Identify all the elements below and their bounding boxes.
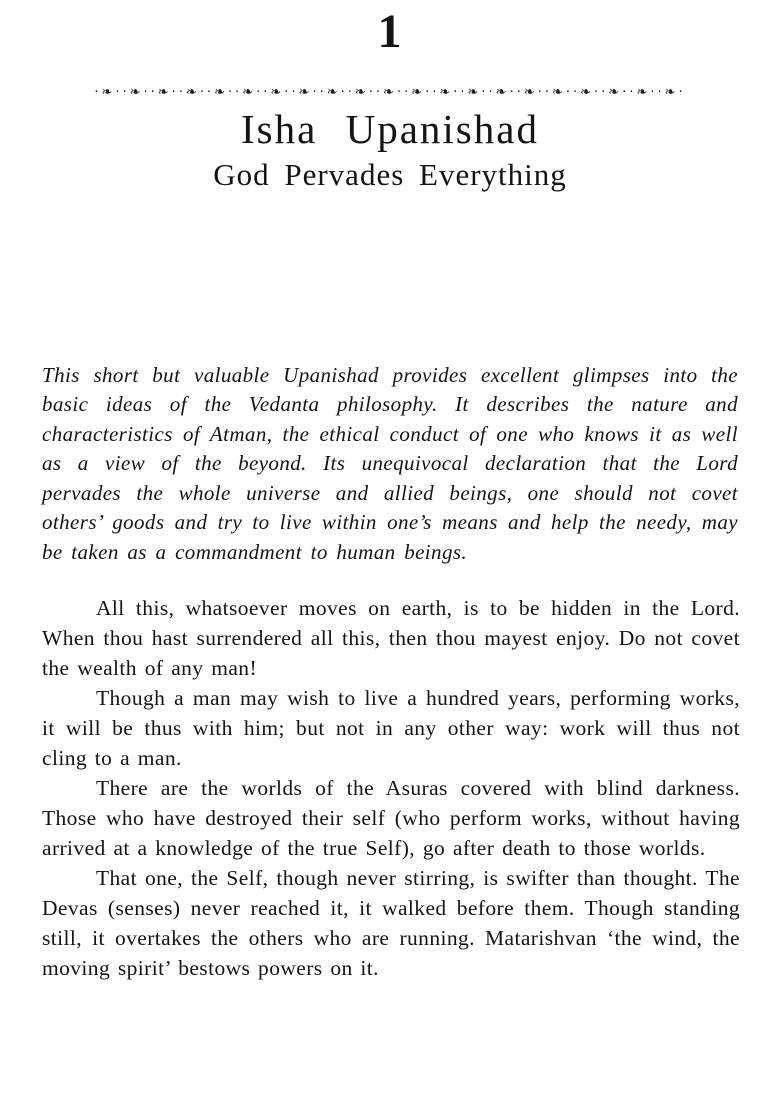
body-paragraph-3: There are the worlds of the Asuras covered with blind darkness. Those who have destroyed their self (who perform works, without having arrived at a knowledge of the true Self), go after death to those worlds.	[42, 776, 740, 861]
body-paragraph-1: All this, whatsoever moves on earth, is to be hidden in the Lord. When thou hast surrendered all this, then thou mayest enjoy. Do not covet the wealth of any man!	[42, 596, 740, 681]
body-paragraph-2: Though a man may wish to live a hundred years, performing works, it will be thus with him; but not in any other way: work will thus not cling to a man.	[42, 686, 740, 771]
chapter-number: 1	[377, 5, 403, 58]
page-subtitle: God Pervades Everything	[213, 156, 567, 192]
body-text	[42, 593, 740, 983]
intro-paragraph: This short but valuable Upanishad provides excellent glimpses into the basic ideas of the Vedanta philosophy. It describes the nature and characteristics of Atman, the ethical conduct of one who knows it as well as a view of the beyond. Its unequivocal declaration that the Lord pervades the whole universe and allied beings, one should not covet others’ goods and try to live within one’s means and help the needy, may be taken as a commandment to human beings.	[42, 362, 738, 564]
ornament-border: ·❧··❧··❧··❧··❧··❧··❧··❧··❧··❧··❧··❧··❧··❧··❧··❧··❧··❧··❧··❧··❧·	[94, 84, 686, 100]
page-title: Isha Upanishad	[241, 105, 539, 152]
body-paragraph-4: That one, the Self, though never stirring, is swifter than thought. The Devas (senses) never reached it, it walked before them. Though standing still, it overtakes the others who are running. Matarishvan ‘the wind, the moving spirit’ bestows powers on it.	[42, 866, 740, 981]
